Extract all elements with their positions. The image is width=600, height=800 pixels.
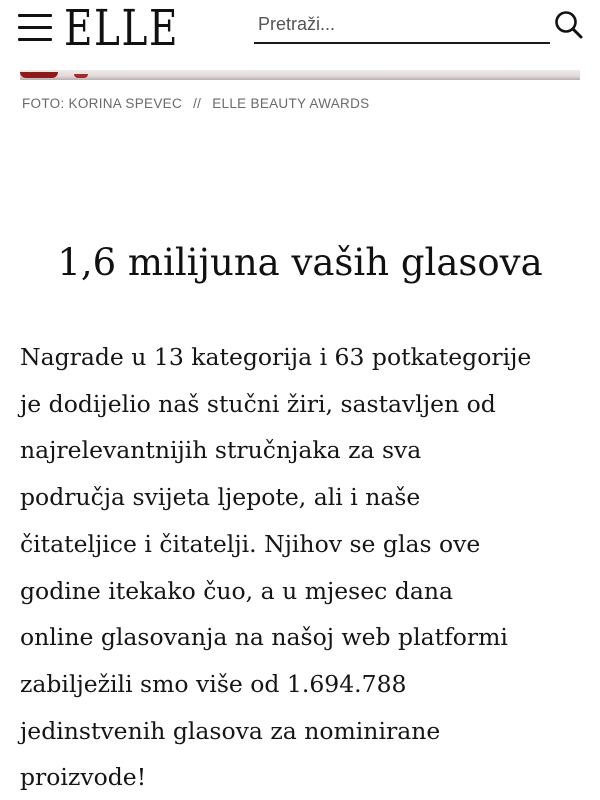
caption-separator: //	[193, 96, 202, 111]
elle-logo[interactable]: ELLE	[64, 0, 179, 57]
body-line: proizvode!	[20, 763, 147, 792]
body-line: zabilježili smo više od 1.694.788	[20, 669, 407, 698]
menu-bar	[18, 14, 52, 17]
body-line: čitateljice i čitatelji. Njihov se glas ove	[20, 529, 481, 558]
search-button[interactable]	[552, 8, 586, 42]
photo-caption	[22, 96, 369, 111]
menu-bar	[18, 38, 52, 41]
menu-bar	[18, 26, 52, 29]
hamburger-menu-icon[interactable]	[18, 12, 54, 42]
section-link[interactable]: ELLE BEAUTY AWARDS	[212, 96, 370, 111]
body-line: jedinstvenih glasova za nominirane	[20, 716, 441, 745]
search-icon	[552, 8, 586, 42]
body-line: godine itekako čuo, a u mjesec dana	[20, 576, 453, 605]
article-image	[20, 70, 580, 80]
body-line: područja svijeta ljepote, ali i naše	[20, 483, 421, 512]
site-header	[0, 0, 600, 56]
body-line: online glasovanja na našoj web platformi	[20, 623, 508, 652]
article-heading: 1,6 milijuna vaših glasova	[57, 241, 543, 284]
body-line: je dodijelio naš stučni žiri, sastavljen od	[20, 389, 496, 418]
body-line: Nagrade u 13 kategorija i 63 potkategorije	[20, 343, 532, 371]
body-line: najrelevantnijih stručnjaka za sva	[20, 436, 422, 465]
article-body	[20, 334, 586, 800]
photo-credit: FOTO: KORINA SPEVEC	[22, 96, 182, 111]
search-input[interactable]	[254, 6, 550, 44]
